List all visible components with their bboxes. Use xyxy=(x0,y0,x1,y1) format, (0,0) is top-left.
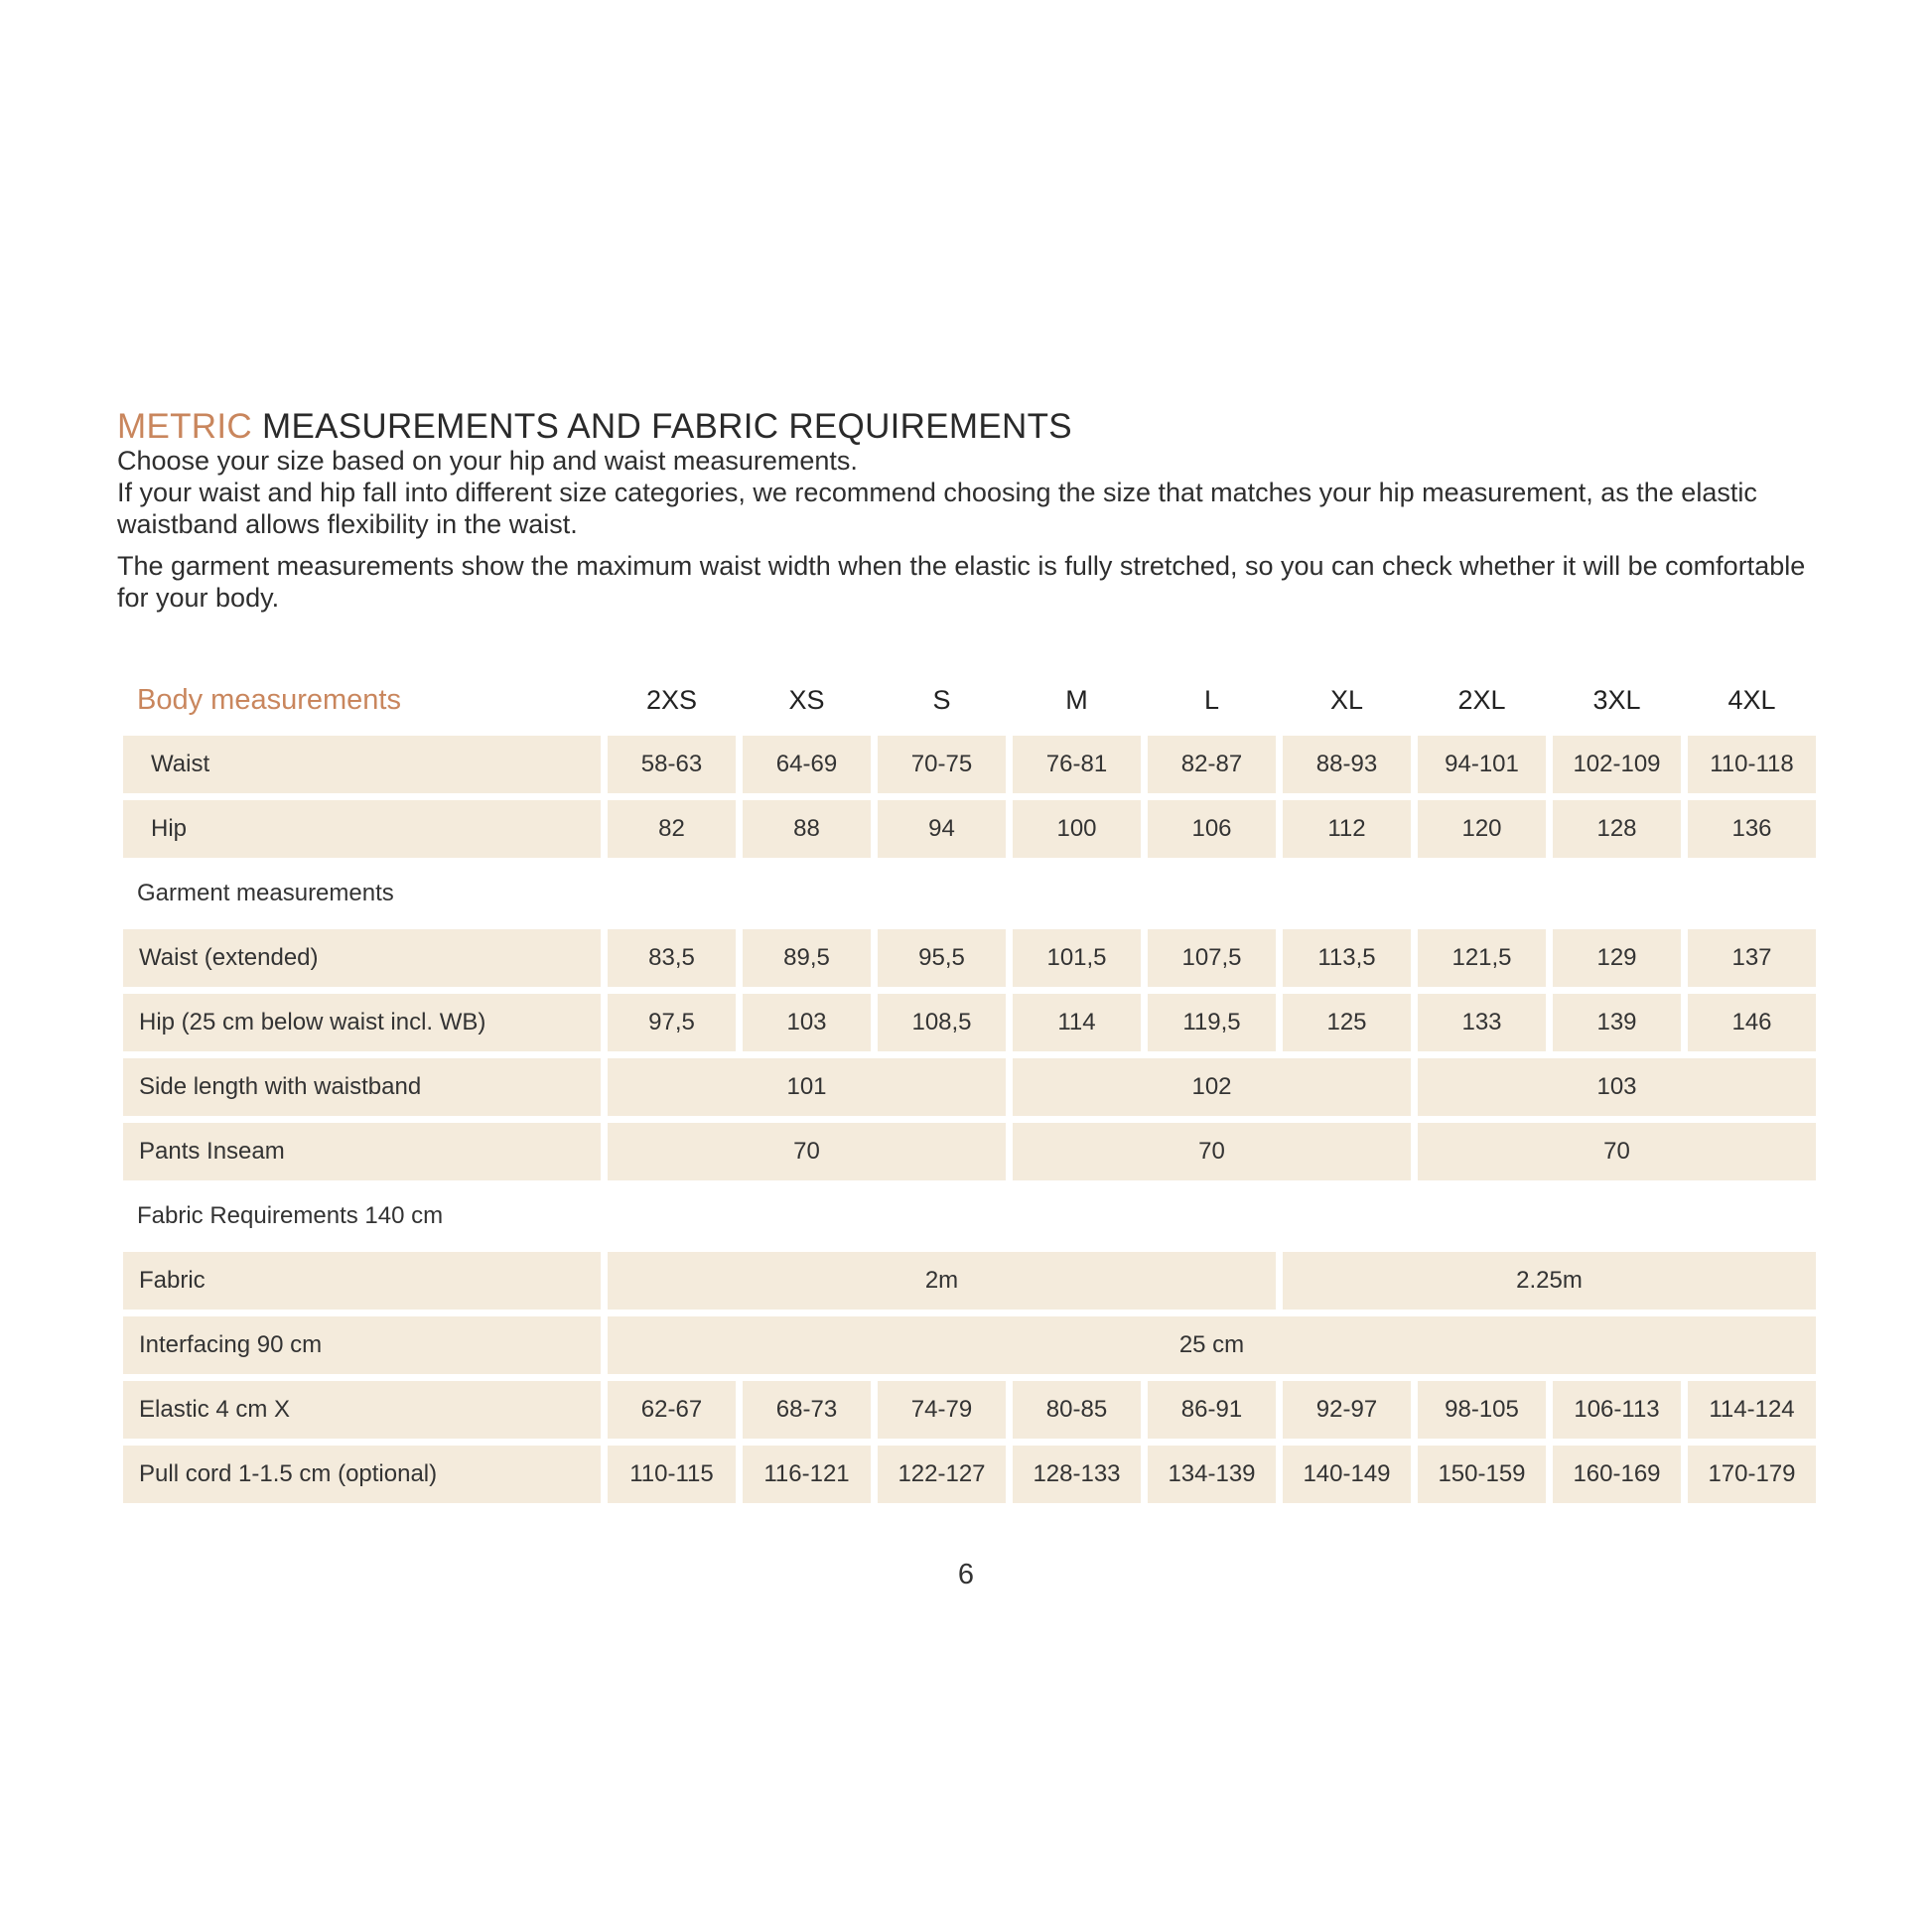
row-label: Interfacing 90 cm xyxy=(123,1316,601,1374)
table-cell: 70-75 xyxy=(878,736,1006,793)
table-cell: 113,5 xyxy=(1283,929,1411,987)
size-header: XS xyxy=(788,684,825,715)
page-number: 6 xyxy=(957,1559,975,1590)
title-accent: METRIC xyxy=(117,407,252,446)
table-cell: 101,5 xyxy=(1013,929,1141,987)
table-cell: 106-113 xyxy=(1553,1381,1681,1439)
row-label: Waist (extended) xyxy=(123,929,601,987)
row-label: Side length with waistband xyxy=(123,1058,601,1116)
table-cell: 120 xyxy=(1418,800,1546,858)
table-cell: 88 xyxy=(743,800,871,858)
intro-line-2: If your waist and hip fall into different size categories, we recommend choosing the size that matches your hip measurement, as the elastic waistband allows flexibility in the waist. xyxy=(117,478,1757,539)
table-cell: 25 cm xyxy=(608,1316,1816,1374)
table-cell: 114 xyxy=(1013,994,1141,1051)
table-cell: 2m xyxy=(608,1252,1276,1310)
size-header: 2XS xyxy=(645,684,698,715)
intro-text xyxy=(117,445,1835,614)
table-cell: 98-105 xyxy=(1418,1381,1546,1439)
table-cell: 82 xyxy=(608,800,736,858)
table-cell: 139 xyxy=(1553,994,1681,1051)
table-cell: 103 xyxy=(1418,1058,1816,1116)
table-cell: 103 xyxy=(743,994,871,1051)
row-label: Waist xyxy=(123,736,601,793)
table-cell: 128 xyxy=(1553,800,1681,858)
intro-line-1: Choose your size based on your hip and waist measurements. xyxy=(117,446,858,476)
table-cell: 150-159 xyxy=(1418,1446,1546,1503)
table-cell: 110-118 xyxy=(1688,736,1816,793)
table-cell: 94-101 xyxy=(1418,736,1546,793)
size-header: XL xyxy=(1329,684,1364,715)
table-cell: 102-109 xyxy=(1553,736,1681,793)
table-cell: 116-121 xyxy=(743,1446,871,1503)
table-cell: 146 xyxy=(1688,994,1816,1051)
table-cell: 70 xyxy=(608,1123,1006,1180)
table-cell: 106 xyxy=(1148,800,1276,858)
table-cell: 100 xyxy=(1013,800,1141,858)
table-cell: 110-115 xyxy=(608,1446,736,1503)
size-header: 3XL xyxy=(1592,684,1641,715)
table-cell: 68-73 xyxy=(743,1381,871,1439)
table-cell: 64-69 xyxy=(743,736,871,793)
table-cell: 62-67 xyxy=(608,1381,736,1439)
section-garment-measurements: Garment measurements xyxy=(137,880,394,906)
table-cell: 122-127 xyxy=(878,1446,1006,1503)
table-cell: 94 xyxy=(878,800,1006,858)
size-header: 2XL xyxy=(1457,684,1506,715)
table-cell: 121,5 xyxy=(1418,929,1546,987)
size-header: 4XL xyxy=(1727,684,1776,715)
size-header: M xyxy=(1065,684,1088,715)
table-cell: 92-97 xyxy=(1283,1381,1411,1439)
section-fabric-requirements: Fabric Requirements 140 cm xyxy=(137,1202,444,1229)
table-cell: 95,5 xyxy=(878,929,1006,987)
table-cell: 82-87 xyxy=(1148,736,1276,793)
row-label: Pants Inseam xyxy=(123,1123,601,1180)
table-cell: 133 xyxy=(1418,994,1546,1051)
row-label: Elastic 4 cm X xyxy=(123,1381,601,1439)
page-title xyxy=(117,407,1072,447)
table-cell: 119,5 xyxy=(1148,994,1276,1051)
table-cell: 83,5 xyxy=(608,929,736,987)
table-cell: 160-169 xyxy=(1553,1446,1681,1503)
table-cell: 74-79 xyxy=(878,1381,1006,1439)
table-cell: 97,5 xyxy=(608,994,736,1051)
intro-line-3: The garment measurements show the maximum waist width when the elastic is fully stretched, so you can check whether it will be comfortable for your body. xyxy=(117,551,1806,613)
header-label: Body measurements xyxy=(137,683,401,716)
title-rest: MEASUREMENTS AND FABRIC REQUIREMENTS xyxy=(251,407,1072,446)
table-cell: 2.25m xyxy=(1283,1252,1816,1310)
table-cell: 108,5 xyxy=(878,994,1006,1051)
measurements-table xyxy=(123,671,1811,1503)
table-cell: 140-149 xyxy=(1283,1446,1411,1503)
table-cell: 86-91 xyxy=(1148,1381,1276,1439)
row-label: Pull cord 1-1.5 cm (optional) xyxy=(123,1446,601,1503)
table-cell: 102 xyxy=(1013,1058,1411,1116)
table-cell: 70 xyxy=(1013,1123,1411,1180)
table-cell: 107,5 xyxy=(1148,929,1276,987)
table-cell: 134-139 xyxy=(1148,1446,1276,1503)
row-label: Hip (25 cm below waist incl. WB) xyxy=(123,994,601,1051)
table-cell: 128-133 xyxy=(1013,1446,1141,1503)
table-cell: 76-81 xyxy=(1013,736,1141,793)
table-cell: 125 xyxy=(1283,994,1411,1051)
table-cell: 114-124 xyxy=(1688,1381,1816,1439)
table-cell: 101 xyxy=(608,1058,1006,1116)
table-cell: 89,5 xyxy=(743,929,871,987)
table-cell: 137 xyxy=(1688,929,1816,987)
table-cell: 70 xyxy=(1418,1123,1816,1180)
table-cell: 88-93 xyxy=(1283,736,1411,793)
row-label: Fabric xyxy=(123,1252,601,1310)
size-header: S xyxy=(932,684,951,715)
table-cell: 80-85 xyxy=(1013,1381,1141,1439)
table-cell: 58-63 xyxy=(608,736,736,793)
table-cell: 112 xyxy=(1283,800,1411,858)
size-header: L xyxy=(1203,684,1220,715)
row-label: Hip xyxy=(123,800,601,858)
table-cell: 129 xyxy=(1553,929,1681,987)
table-cell: 170-179 xyxy=(1688,1446,1816,1503)
table-cell: 136 xyxy=(1688,800,1816,858)
